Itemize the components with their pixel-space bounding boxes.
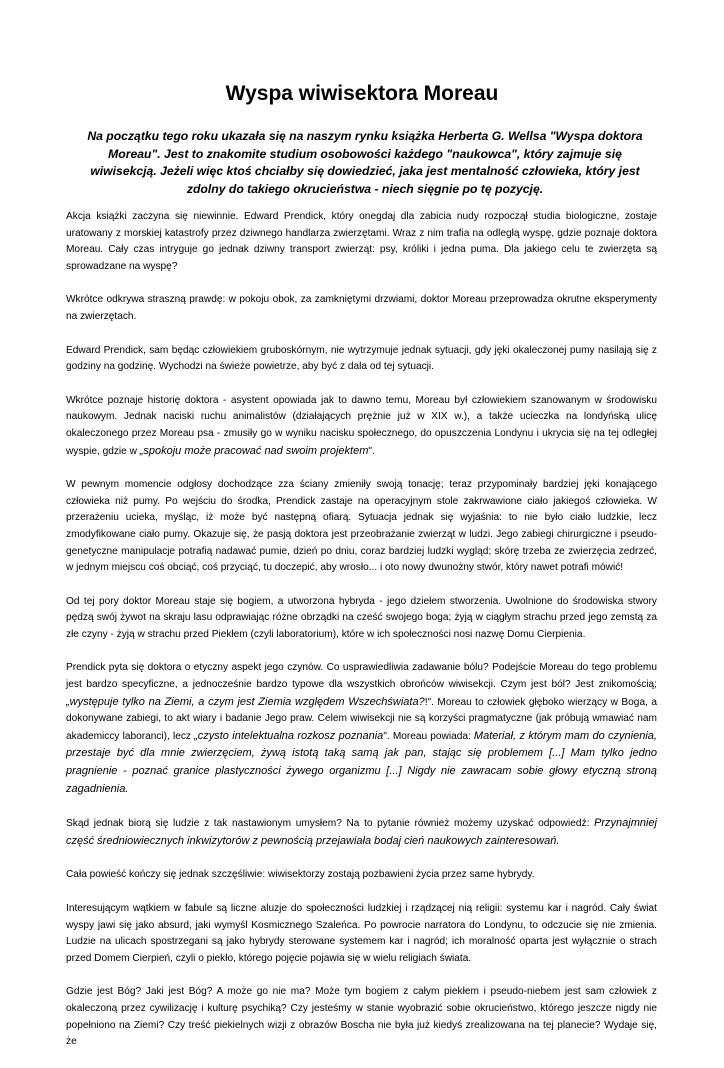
paragraph: Od tej pory doktor Moreau staje się bogiem, a utworzona hybryda - jego dziełem stworzenia. Uwolnione do środowiska stwory pędzą swój żywot na skraju lasu odprawiając różne obrządki na cześć swojego boga; żyją w ciągłym strachu przed jego zemstą za złe czyny - żyją w strachu przed Piekłem (czyli laboratorium), które w ich społeczności nosi nazwę Domu Cierpienia. [66,595,657,640]
paragraph: Edward Prendick, sam będąc człowiekiem gruboskórnym, nie wytrzymuje jednak sytuacji, gdy jęki okaleczonej pumy nasilają się z godziny na godzinę. Wychodzi na świeże powietrze, aby być z dala od tej sytuacji. [66,344,657,373]
article-lead: Na początku tego roku ukazała się na naszym rynku książka Herberta G. Wellsa "Wyspa doktora Moreau". Jest to znakomite studium osobowości każdego "naukowca", który zajmuje się wiwisekcją. Jeżeli więc ktoś chciałby się dowiedzieć, jaka jest mentalność człowieka, który jest zdolny do takiego okrucieństwa - niech sięgnie po tę pozycję. [87,129,643,196]
quote: „spokoju może pracować nad swoim projektem [139,444,369,457]
quote: Materiał, z którym mam do czynienia, przestaje być dla mnie zwierzęciem, żywą istotą taką samą jak pan, stając się problemem [...] Mam tylko jedno pragnienie - poznać granice plastyczności żywego organizmu [...] Nigdy nie zawracam sobie głowy etyczną stroną zagadnienia. [66,729,657,795]
paragraph: Wkrótce odkrywa straszną prawdę: w pokoju obok, za zamkniętymi drzwiami, doktor Moreau przeprowadza okrutne eksperymenty na zwierzętach. [66,294,657,322]
paragraph: Gdzie jest Bóg? Jaki jest Bóg? A może go nie ma? Może tym bogiem z całym piekłem i pseudo-niebem jest sam człowiek z okaleczoną przez cywilizację i kulturę psychiką? Czy jesteśmy w stanie wyobrazić sobie okrucieństwo, którego jeszcze nigdy nie popełniono na Ziemi? Czy treść piekielnych wizji z obrazów Boscha nie była już kiedyś zrealizowana na tej planecie? Wydaje się, że [66,986,657,1048]
quote: „występuje tylko na Ziemi, a czym jest Ziemia względem Wszechświata? [66,695,425,708]
paragraph: Cała powieść kończy się jednak szczęśliwie: wiwisektorzy zostają pozbawieni życia przez same hybrydy. [66,869,535,881]
paragraph: W pewnym momencie odgłosy dochodzące zza ściany zmieniły swoją tonację; teraz przypominały bardziej jęki konającego człowieka niż pumy. Po wejściu do środka, Prendick zastaje na operacyjnym stole zakrwawione ciało jakiegoś człowieka. W przerażeniu ucieka, myśląc, iż może być następną ofiarą. Sytuacja jednak się wyjaśnia: to nie było ciało ludzkie, lecz zmodyfikowane ciało pumy. Okazuje się, że pasją doktora jest przeobrażanie zwierząt w ludzi. Jego zabiegi chirurgiczne i pseudo-genetyczne manipulacje potrafią nadawać pumie, dzień po dniu, coraz bardziej ludzki wygląd; skórę trzeba ze zwierzęcia zedrzeć, w jednym miejscu coś obciąć, coś przyciąć, tu doczepić, aby wrosło... i oto nowy dwunożny stwór, który nawet potrafi mówić! [66,479,657,574]
paragraph-text: ". Moreau powiada: [383,730,474,742]
paragraph [66,815,657,850]
paragraph-text: ". [368,445,375,457]
quote: „czysto intelektualna rozkosz poznania [194,729,384,742]
paragraph [66,393,657,460]
paragraph: Interesującym wątkiem w fabule są liczne aluzje do społeczności ludzkiej i rządzącej nią religii: systemu kar i nagród. Cały świat wyspy jawi się jako absurd, jaki wymyśl Kosmicznego Szaleńca. Po powrocie narratora do Londynu, to odczucie się nie zmienia. Ludzie na ulicach spostrzegani są jako hybrydy sterowane systemem kar i nagród; ich moralność oparta jest wyłącznie o strach przed Domem Cierpień, czyli o piekło, którego pojęcie pojawia się w wielu religiach świata. [66,903,657,964]
paragraph-text: !". Moreau to człowiek głęboko wierzący w Boga, a dokonywane zabiegi, to akt wiary i badanie Jego praw. Celem wiwisekcji nie są korzyści pragmatyczne (jak próbują wmawiać nam akademiccy laboranci), lecz [66,696,657,742]
paragraph: Akcja książki zaczyna się niewinnie. Edward Prendick, który onegdaj dla zabicia nudy rozpoczął studia biologiczne, zostaje uratowany z morskiej katastrofy przez dziwnego handlarza zwierzętami. Wraz z nim trafia na odległą wyspę, gdzie poznaje doktora Moreau. Cały czas intryguje go jednak dziwny transport zwierząt: psy, króliki i jedna puma. Dla jakiego celu te zwierzęta są sprowadzane na wyspę? [66,211,657,272]
article-title: Wyspa wiwisektora Moreau [225,82,499,105]
paragraph-text: Skąd jednak biorą się ludzie z tak nastawionym umysłem? Na to pytanie również możemy uzyskać odpowiedź: [66,818,595,830]
paragraph-text: Wkrótce poznaje historię doktora - asystent opowiada jak to dawno temu, Moreau był człowiekiem szanowanym w środowisku naukowym. Jednak naciski ruchu animalistów (działających prężnie już w XIX w.), a także ucieczka na londyńską ulicę okaleczonego przez Moreau psa - zmusiły go w wyniku nacisku społecznego, do opuszczenia Londynu i ukrycia się na tej odległej wyspie, gdzie w [66,394,657,457]
quote: Przynajmniej część średniowiecznych inkwizytorów z pewnością przejawiała bodaj cień naukowych zainteresowań. [66,817,657,847]
paragraph [66,660,657,798]
article-body [66,209,657,1068]
paragraph-text: Prendick pyta się doktora o etyczny aspekt jego czynów. Co usprawiedliwia zadawanie bólu? Podejście Moreau do tego problemu jest bardzo specyficzne, a jednocześnie bardzo typowe dla wszystkich obrońców wiwisekcji. Czym jest ból? Jest znikomością; [66,662,657,691]
